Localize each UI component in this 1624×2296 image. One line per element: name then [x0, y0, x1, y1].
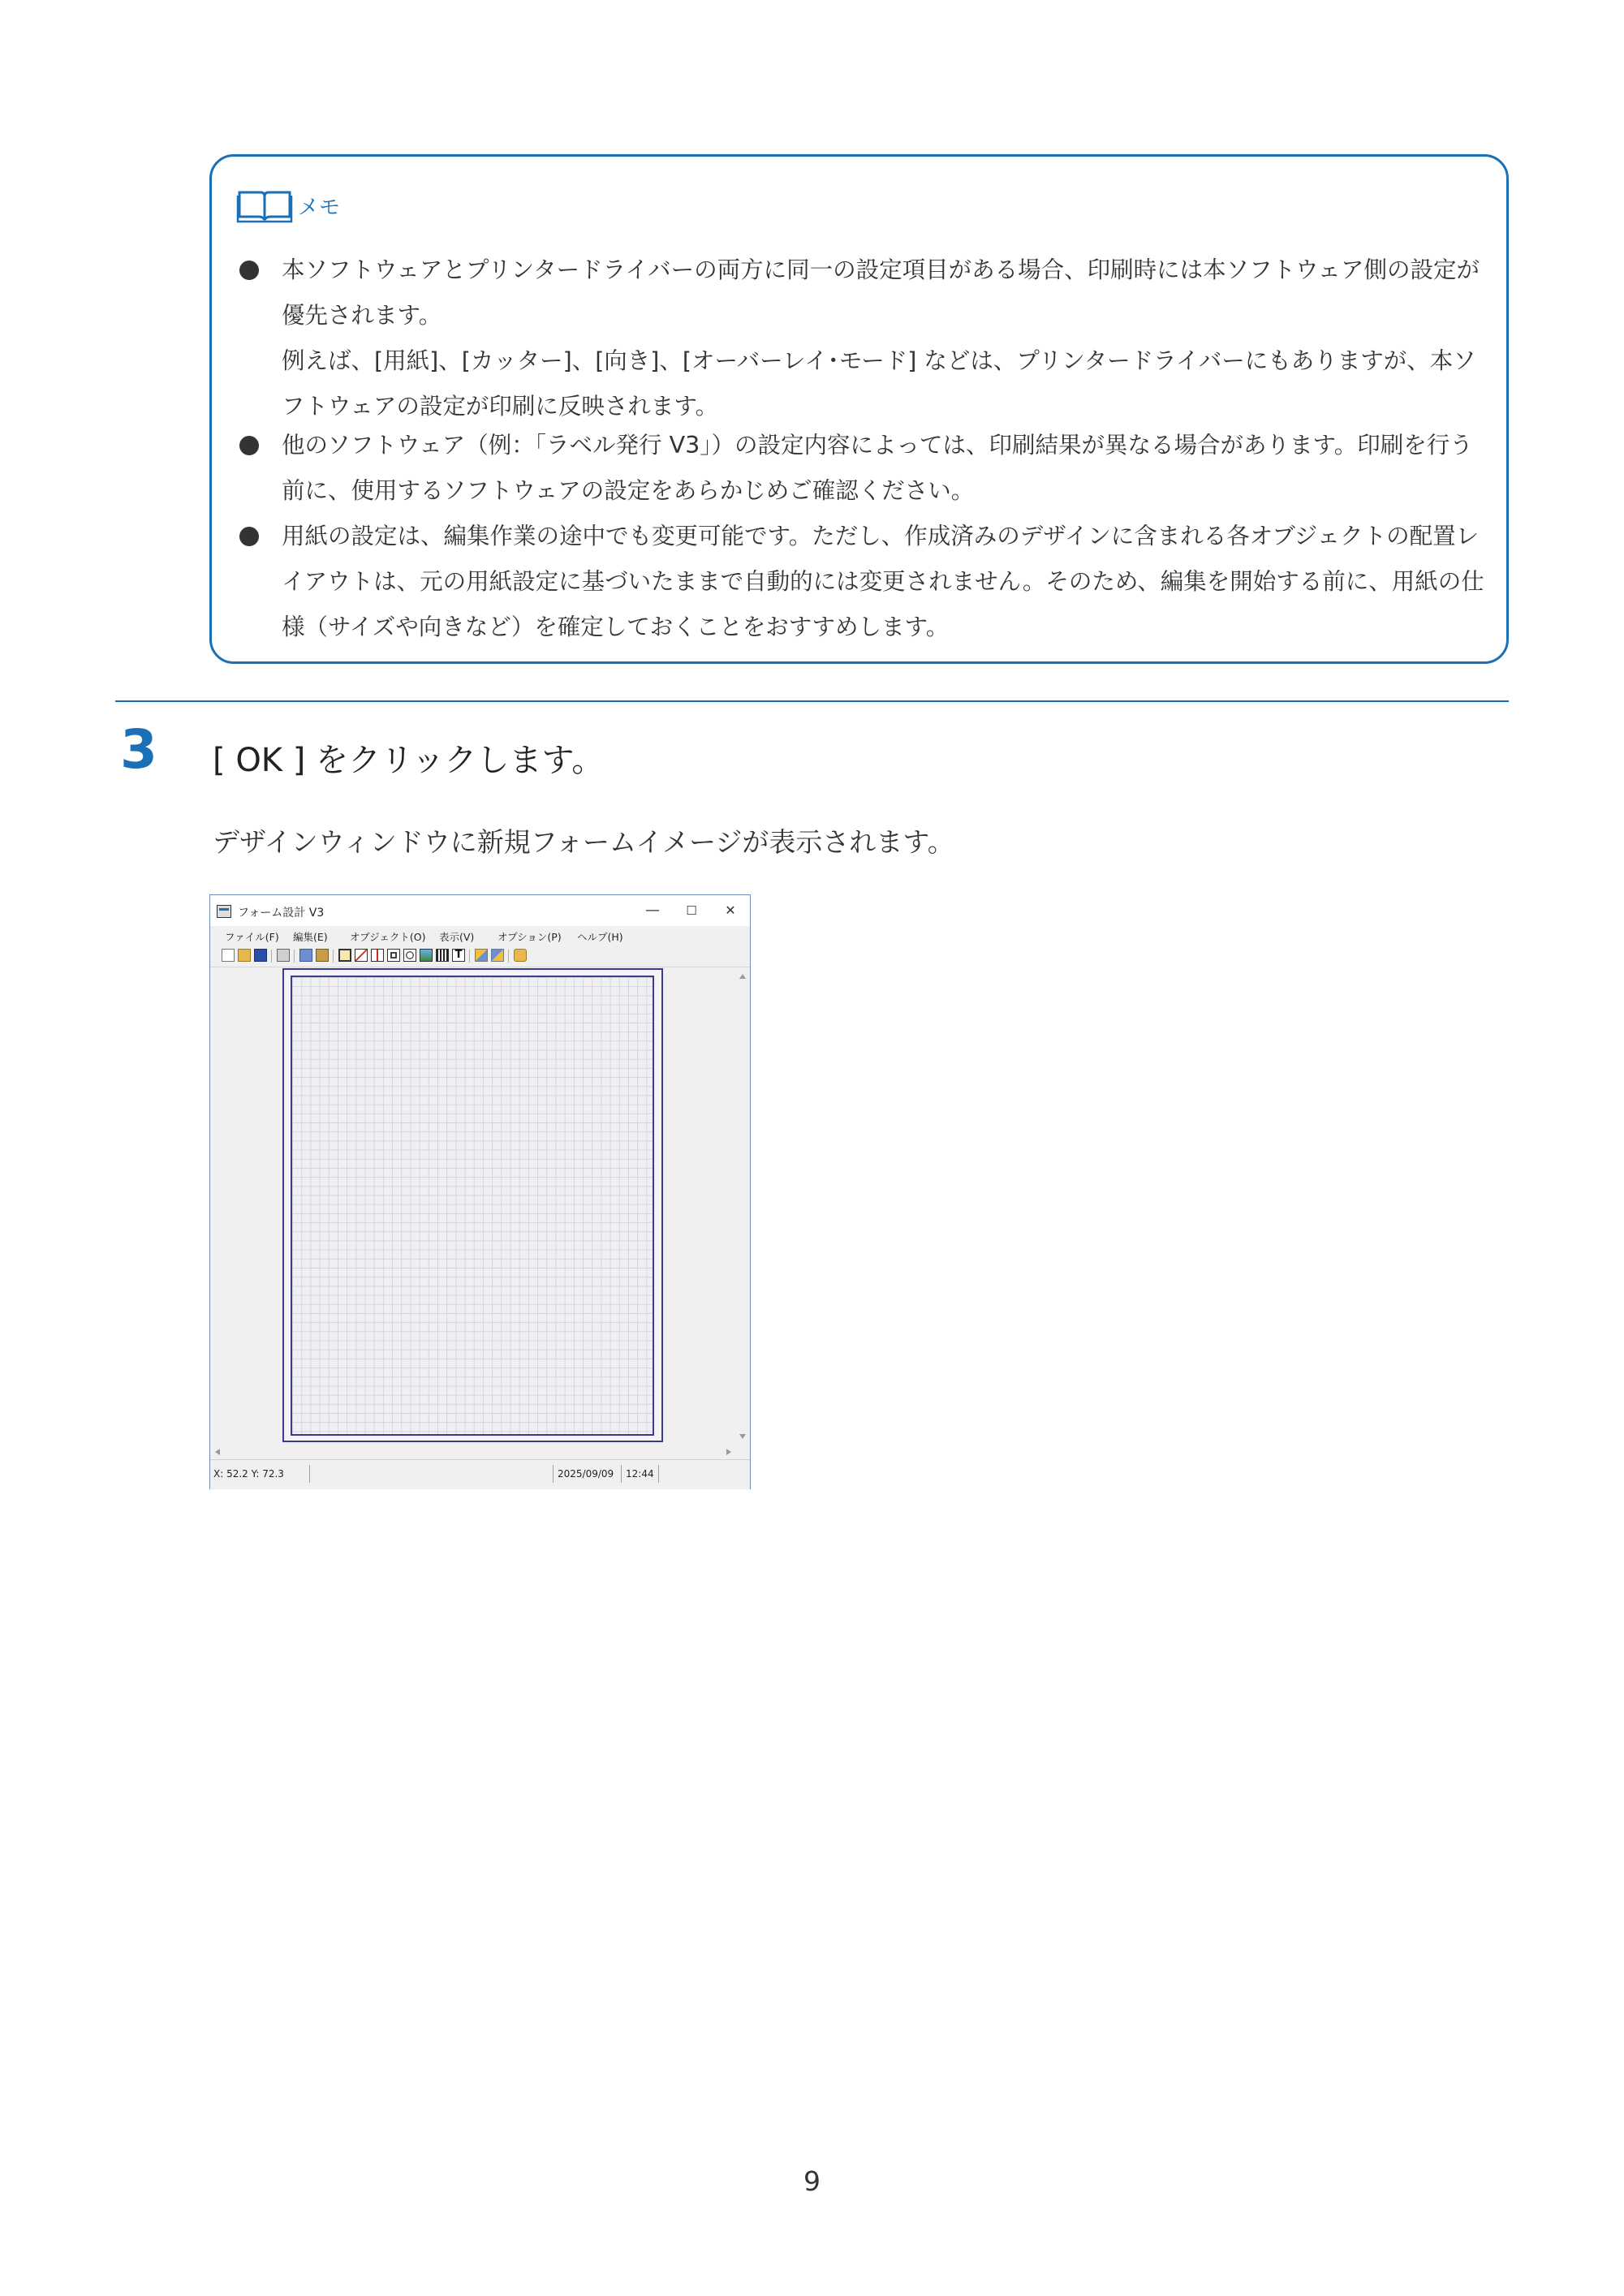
horizontal-scrollbar[interactable] — [210, 1445, 736, 1459]
memo-title: メモ — [298, 195, 341, 220]
new-icon[interactable] — [222, 949, 235, 962]
memo-bullet-text: 用紙の設定は、編集作業の途中でも変更可能です。ただし、作成済みのデザインに含まれる各オブジェクトの配置レイアウトは、元の用紙設定に基づいたままで自動的には変更されません。そのため、編集を開始する前に、用紙の仕様（サイズや向きなど）を確定しておくことをおすすめします。 — [282, 523, 1484, 640]
text-icon[interactable]: T — [452, 949, 465, 962]
menu-options[interactable]: オプション(P) — [498, 931, 562, 943]
memo-bullet-subtext: 例えば、[用紙]、[カッター]、[向き]、[オーバーレイ･モード] などは、プリンタードライバーにもありますが、本ソフトウェアの設定が印刷に反映されます。 — [282, 347, 1476, 420]
form-grid[interactable] — [291, 976, 654, 1436]
paste-icon[interactable] — [316, 949, 329, 962]
status-divider — [309, 1465, 310, 1483]
copy-icon[interactable] — [299, 949, 312, 962]
status-bar — [210, 1459, 750, 1489]
ellipse-icon[interactable] — [403, 949, 416, 962]
step-description: デザインウィンドウに新規フォームイメージが表示されます。 — [213, 826, 954, 858]
toolbar-separator — [508, 950, 509, 963]
bullet-dot-icon — [239, 261, 259, 280]
bullet-dot-icon — [239, 436, 259, 455]
form-designer-window — [209, 894, 751, 1489]
design-canvas[interactable] — [210, 967, 736, 1445]
memo-bullet-text: 他のソフトウェア（例：「ラベル発行 V3」）の設定内容によっては、印刷結果が異なる場合があります。印刷を行う前に、使用するソフトウェアの設定をあらかじめご確認ください。 — [282, 432, 1473, 504]
toolbar — [210, 946, 750, 967]
menu-file[interactable]: ファイル(F) — [225, 931, 279, 943]
memo-bullet — [235, 248, 1484, 429]
status-time: 12:44 — [626, 1468, 654, 1480]
close-button[interactable]: ✕ — [725, 902, 736, 918]
scroll-down-icon[interactable] — [739, 1434, 746, 1439]
section-divider — [115, 700, 1509, 702]
scroll-left-icon[interactable] — [215, 1449, 220, 1455]
memo-box — [209, 154, 1509, 664]
image-icon[interactable] — [420, 949, 433, 962]
step-instruction: [ OK ] をクリックします。 — [213, 742, 605, 779]
maximize-button[interactable]: ☐ — [686, 903, 697, 918]
menu-help[interactable]: ヘルプ(H) — [577, 931, 623, 943]
menu-view[interactable]: 表示(V) — [439, 931, 475, 943]
bullet-dot-icon — [239, 527, 259, 546]
window-title: フォーム設計 V3 — [238, 907, 325, 920]
vertical-scrollbar[interactable] — [736, 967, 750, 1445]
status-coordinates: X: 52.2 Y: 72.3 — [213, 1468, 284, 1480]
save-icon[interactable] — [254, 949, 267, 962]
select-icon[interactable] — [338, 949, 351, 962]
barcode-icon[interactable] — [436, 949, 449, 962]
step-number: 3 — [120, 718, 157, 781]
page-number: 9 — [803, 2165, 821, 2197]
back-icon[interactable] — [491, 949, 504, 962]
properties-icon[interactable] — [514, 949, 527, 962]
scroll-right-icon[interactable] — [726, 1449, 731, 1455]
line-icon[interactable] — [355, 949, 368, 962]
status-divider — [621, 1465, 622, 1483]
toolbar-separator — [271, 950, 272, 963]
status-date: 2025/09/09 — [558, 1468, 614, 1480]
toolbar-separator — [469, 950, 470, 963]
memo-bullet — [235, 514, 1484, 650]
vline-icon[interactable] — [371, 949, 384, 962]
book-icon — [236, 187, 293, 223]
title-bar[interactable] — [210, 895, 750, 926]
print-icon[interactable] — [277, 949, 290, 962]
scroll-up-icon[interactable] — [739, 974, 746, 979]
menu-bar — [210, 926, 750, 946]
status-divider — [658, 1465, 659, 1483]
rect-icon[interactable] — [387, 949, 400, 962]
open-icon[interactable] — [238, 949, 251, 962]
memo-header — [236, 187, 340, 223]
minimize-button[interactable]: — — [645, 902, 660, 919]
app-icon — [217, 905, 231, 918]
memo-bullet — [235, 423, 1484, 514]
toolbar-separator — [333, 950, 334, 963]
status-divider — [553, 1465, 554, 1483]
toolbar-separator — [294, 950, 295, 963]
memo-bullet-text: 本ソフトウェアとプリンタードライバーの両方に同一の設定項目がある場合、印刷時には本ソフトウェア側の設定が優先されます。 — [282, 256, 1480, 329]
menu-object[interactable]: オブジェクト(O) — [350, 931, 426, 943]
menu-edit[interactable]: 編集(E) — [293, 931, 328, 943]
front-icon[interactable] — [475, 949, 488, 962]
